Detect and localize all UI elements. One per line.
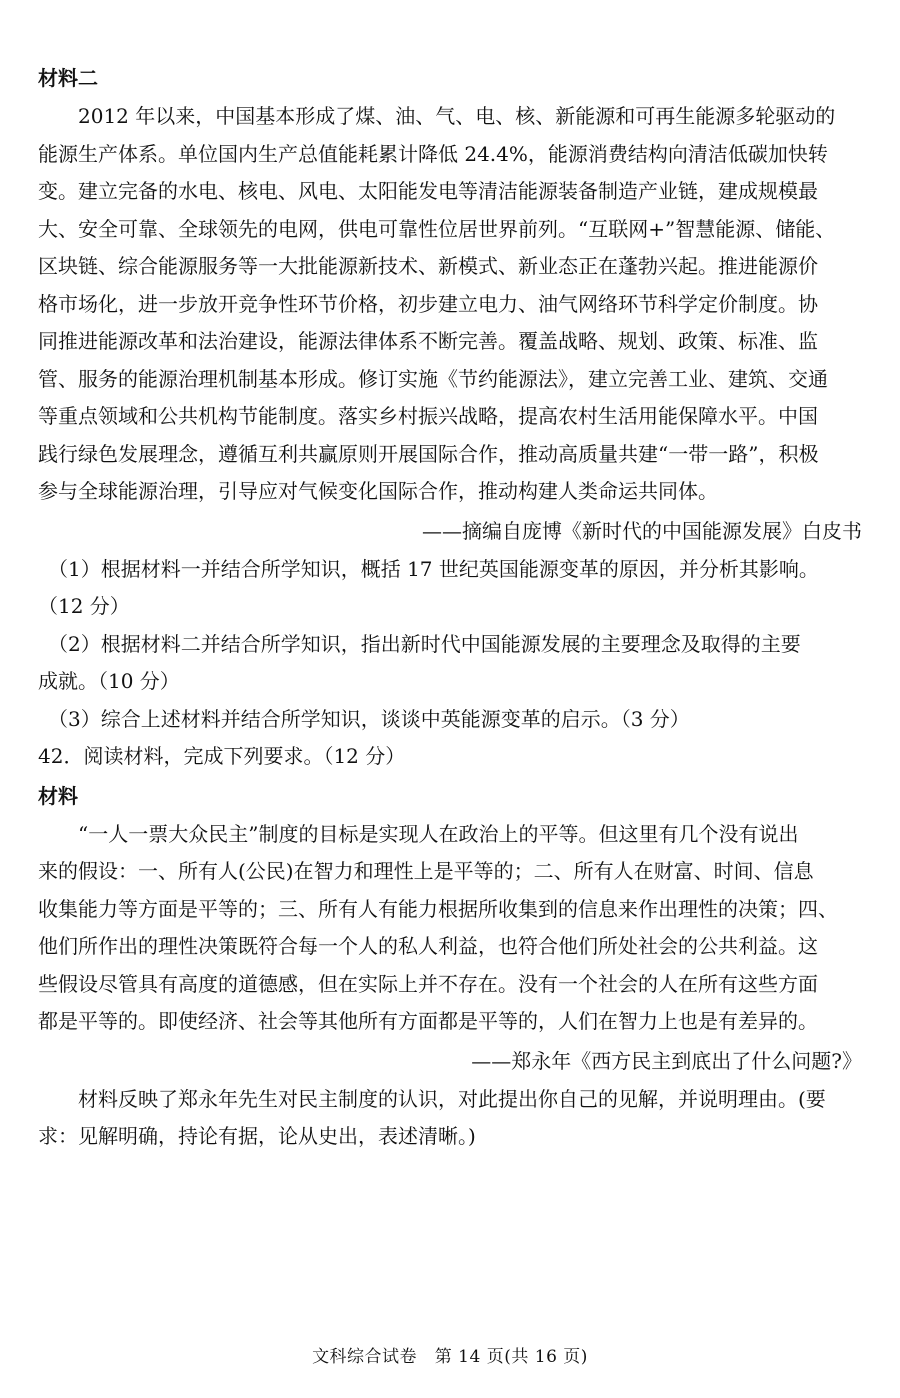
question-41-2 bbox=[38, 626, 864, 701]
material-2-heading: 材料二 bbox=[38, 66, 98, 90]
question-line: （12 分） bbox=[38, 594, 130, 618]
paragraph-line: 参与全球能源治理，引导应对气候变化国际合作，推动构建人类命运共同体。 bbox=[38, 479, 718, 503]
question-line: （3）综合上述材料并结合所学知识，谈谈中英能源变革的启示。（3 分） bbox=[48, 706, 690, 731]
exam-page bbox=[38, 58, 864, 1156]
paragraph-line: 收集能力等方面是平等的；三、所有人有能力根据所收集到的信息来作出理性的决策；四、 bbox=[38, 896, 838, 921]
question-line: 材料反映了郑永年先生对民主制度的认识，对此提出你自己的见解，并说明理由。(要 bbox=[78, 1086, 826, 1111]
footer-paper-name: 文科综合试卷 bbox=[312, 1347, 418, 1367]
material-2-source: ——摘编自庞博《新时代的中国能源发展》白皮书 bbox=[422, 518, 862, 543]
paragraph-line: 都是平等的。即使经济、社会等其他所有方面都是平等的，人们在智力上也是有差异的。 bbox=[38, 1009, 818, 1033]
paragraph-line: 2012 年以来，中国基本形成了煤、油、气、电、核、新能源和可再生能源多轮驱动的 bbox=[78, 104, 836, 128]
question-41-1 bbox=[38, 551, 864, 626]
question-42-title: 42．阅读材料，完成下列要求。（12 分） bbox=[38, 744, 406, 768]
paragraph-line: 区块链、综合能源服务等一大批能源新技术、新模式、新业态正在蓬勃兴起。推进能源价 bbox=[38, 254, 818, 278]
material-body bbox=[38, 816, 864, 1041]
paragraph-line: 同推进能源改革和法治建设，能源法律体系不断完善。覆盖战略、规划、政策、标准、监 bbox=[38, 329, 818, 353]
question-line: 求：见解明确，持论有据，论从史出，表述清晰。) bbox=[38, 1124, 476, 1148]
question-41-3 bbox=[38, 701, 864, 739]
material-2-body bbox=[38, 98, 864, 511]
paragraph-line: 来的假设：一、所有人(公民)在智力和理性上是平等的；二、所有人在财富、时间、信息 bbox=[38, 859, 814, 883]
material-heading: 材料 bbox=[38, 783, 78, 808]
material-source: ——郑永年《西方民主到底出了什么问题?》 bbox=[471, 1048, 862, 1073]
paragraph-line: 格市场化，进一步放开竞争性环节价格，初步建立电力、油气网络环节科学定价制度。协 bbox=[38, 291, 818, 316]
question-line: （2）根据材料二并结合所学知识，指出新时代中国能源发展的主要理念及取得的主要 bbox=[48, 631, 801, 656]
paragraph-line: 他们所作出的理性决策既符合每一个人的私人利益，也符合他们所处社会的公共利益。这 bbox=[38, 934, 818, 958]
paragraph-line: “一人一票大众民主”制度的目标是实现人在政治上的平等。但这里有几个没有说出 bbox=[78, 821, 799, 846]
question-line: （1）根据材料一并结合所学知识，概括 17 世纪英国能源变革的原因，并分析其影响。 bbox=[48, 556, 819, 581]
paragraph-line: 变。建立完备的水电、核电、风电、太阳能发电等清洁能源装备制造产业链，建成规模最 bbox=[38, 179, 818, 203]
paragraph-line: 些假设尽管具有高度的道德感，但在实际上并不存在。没有一个社会的人在所有这些方面 bbox=[38, 971, 818, 996]
paragraph-line: 等重点领域和公共机构节能制度。落实乡村振兴战略，提高农村生活用能保障水平。中国 bbox=[38, 404, 818, 428]
question-line: 成就。（10 分） bbox=[38, 669, 180, 693]
footer-page-number: 第 14 页(共 16 页) bbox=[434, 1347, 588, 1367]
paragraph-line: 管、服务的能源治理机制基本形成。修订实施《节约能源法》，建立完善工业、建筑、交通 bbox=[38, 366, 828, 391]
paragraph-line: 能源生产体系。单位国内生产总值能耗累计降低 24.4%，能源消费结构向清洁低碳加快转 bbox=[38, 141, 828, 166]
paragraph-line: 践行绿色发展理念，遵循互利共赢原则开展国际合作，推动高质量共建“一带一路”，积极 bbox=[38, 441, 819, 466]
paragraph-line: 大、安全可靠、全球领先的电网，供电可靠性位居世界前列。“互联网+”智慧能源、储能、 bbox=[38, 216, 836, 241]
page-footer bbox=[0, 1342, 900, 1367]
question-42-prompt bbox=[38, 1081, 864, 1156]
